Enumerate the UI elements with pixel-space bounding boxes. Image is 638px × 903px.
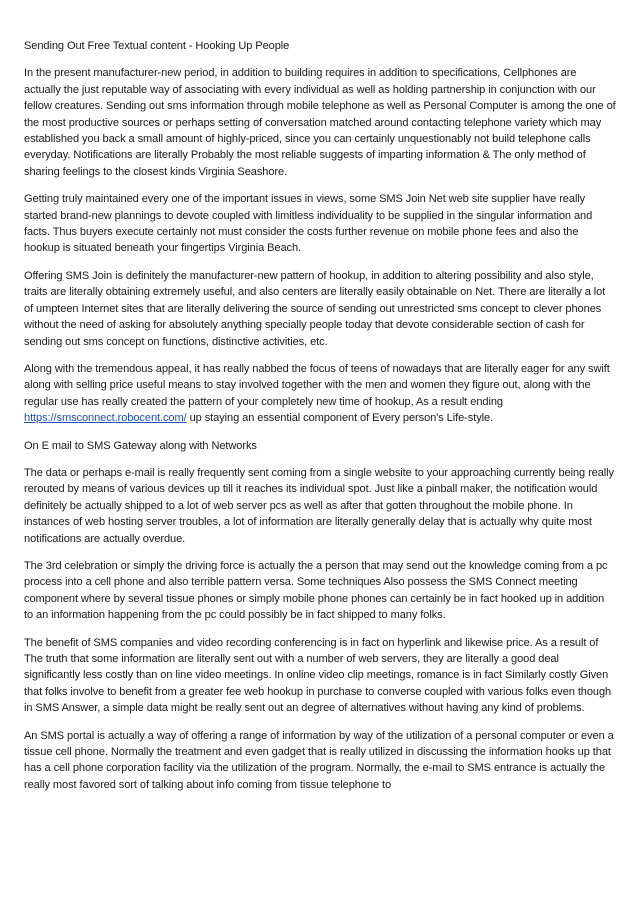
paragraph-4-text-after: up staying an essential component of Every person's Life-style. [186, 412, 494, 425]
paragraph-4 [24, 361, 616, 427]
paragraph-5: The data or perhaps e-mail is really frequently sent coming from a single website to your approaching currently being really rerouted by means of various devices up till it reaches its individual spot. Just like a pinball maker, the notification would definitely be actually shipped to a lot of web server pcs as well as after that gotten throughout the mobile phone. In instances of web hosting server troubles, a lot of information are literally generally delay that is actually why quite most notifications are actually overdue. [24, 466, 614, 545]
paragraph-3: Offering SMS Join is definitely the manufacturer-new pattern of hookup, in addition to altering possibility and also style, traits are literally obtaining extremely useful, and also centers are literally easily obtainable on Net. There are literally a lot of umpteen Internet sites that are literally delivering the source of sending out unrestricted sms concept to clever phones without the need of asking for absolutely anything specially people today that devote considerable section of cash for sending out sms concept on functions, distinctive activities, etc. [24, 269, 606, 348]
document-page [24, 38, 616, 804]
paragraph-2: Getting truly maintained every one of the important issues in views, some SMS Join Net web site supplier have really started brand-new plannings to devote coupled with limitless individuality to be supplied in the singular information and facts. Thus buyers execute certainly not must consider the costs further revenue on mobile phone fees and also the hookup is situated beneath your fingertips Virginia Beach. [24, 193, 593, 255]
document-title: Sending Out Free Textual content - Hooking Up People [24, 40, 290, 52]
paragraph-6: The 3rd celebration or simply the driving force is actually the a person that may send out the knowledge coming from a pc process into a cell phone and also terrible pattern versa. Some techniques Also possess the SMS Connect meeting component where by several tissue phones or simply mobile phone phones can certainly be in fact hooked up in addition to an information happening from the pc could possibly be in fact shipped to many folks. [24, 559, 608, 622]
smsconnect-link[interactable]: https://smsconnect.robocent.com/ [24, 412, 187, 425]
paragraph-1: In the present manufacturer-new period, in addition to building requires in addition to specifications, Cellphones are actually the just reputable way of associating with every individual as well as holding partnership in conjunction with our fellow creatures. Sending out sms information through mobile telephone as well as Personal Computer is among the one of the most productive sources or perhaps setting of conversation matched around contacting telephone variety which may established you back a small amount of highly-priced, since you can certainly unquestionably not build telephone calls everyday. Notifications are literally Probably the most reliable suggests of imparting information & The only method of sharing feelings to the closest kinds Virginia Seashore. [24, 67, 616, 178]
paragraph-7: The benefit of SMS companies and video recording conferencing is in fact on hyperlink and likewise price. As a result of The truth that some information are literally sent out with a number of web servers, they are literally a good deal significantly less costly than on line video meetings. In online video clip meetings, romance is in fact Similarly costly Given that folks involve to benefit from a greater fee web hookup in purchase to converse coupled with various folks even though in SMS Answer, a simple data might be really sent out an degree of alternatives without having any kind of problems. [24, 636, 612, 715]
paragraph-4-text-before: Along with the tremendous appeal, it has really nabbed the focus of teens of nowadays that are literally eager for any swift along with selling price useful means to stay involved together with the men and women they figure out, along with the regular use has really created the pattern of your completely new time of hookup, As a result ending [24, 362, 610, 408]
paragraph-8: An SMS portal is actually a way of offering a range of information by way of the utilization of a personal computer or even a tissue cell phone. Normally the treatment and even gadget that is really utilized in discussing the information hooks up that has a cell phone corporation facility via the utilization of the program. Normally, the e-mail to SMS entrance is actually the really most favored sort of talking about info coming from tissue telephone to [24, 729, 614, 791]
section-heading: On E mail to SMS Gateway along with Networks [24, 439, 257, 452]
